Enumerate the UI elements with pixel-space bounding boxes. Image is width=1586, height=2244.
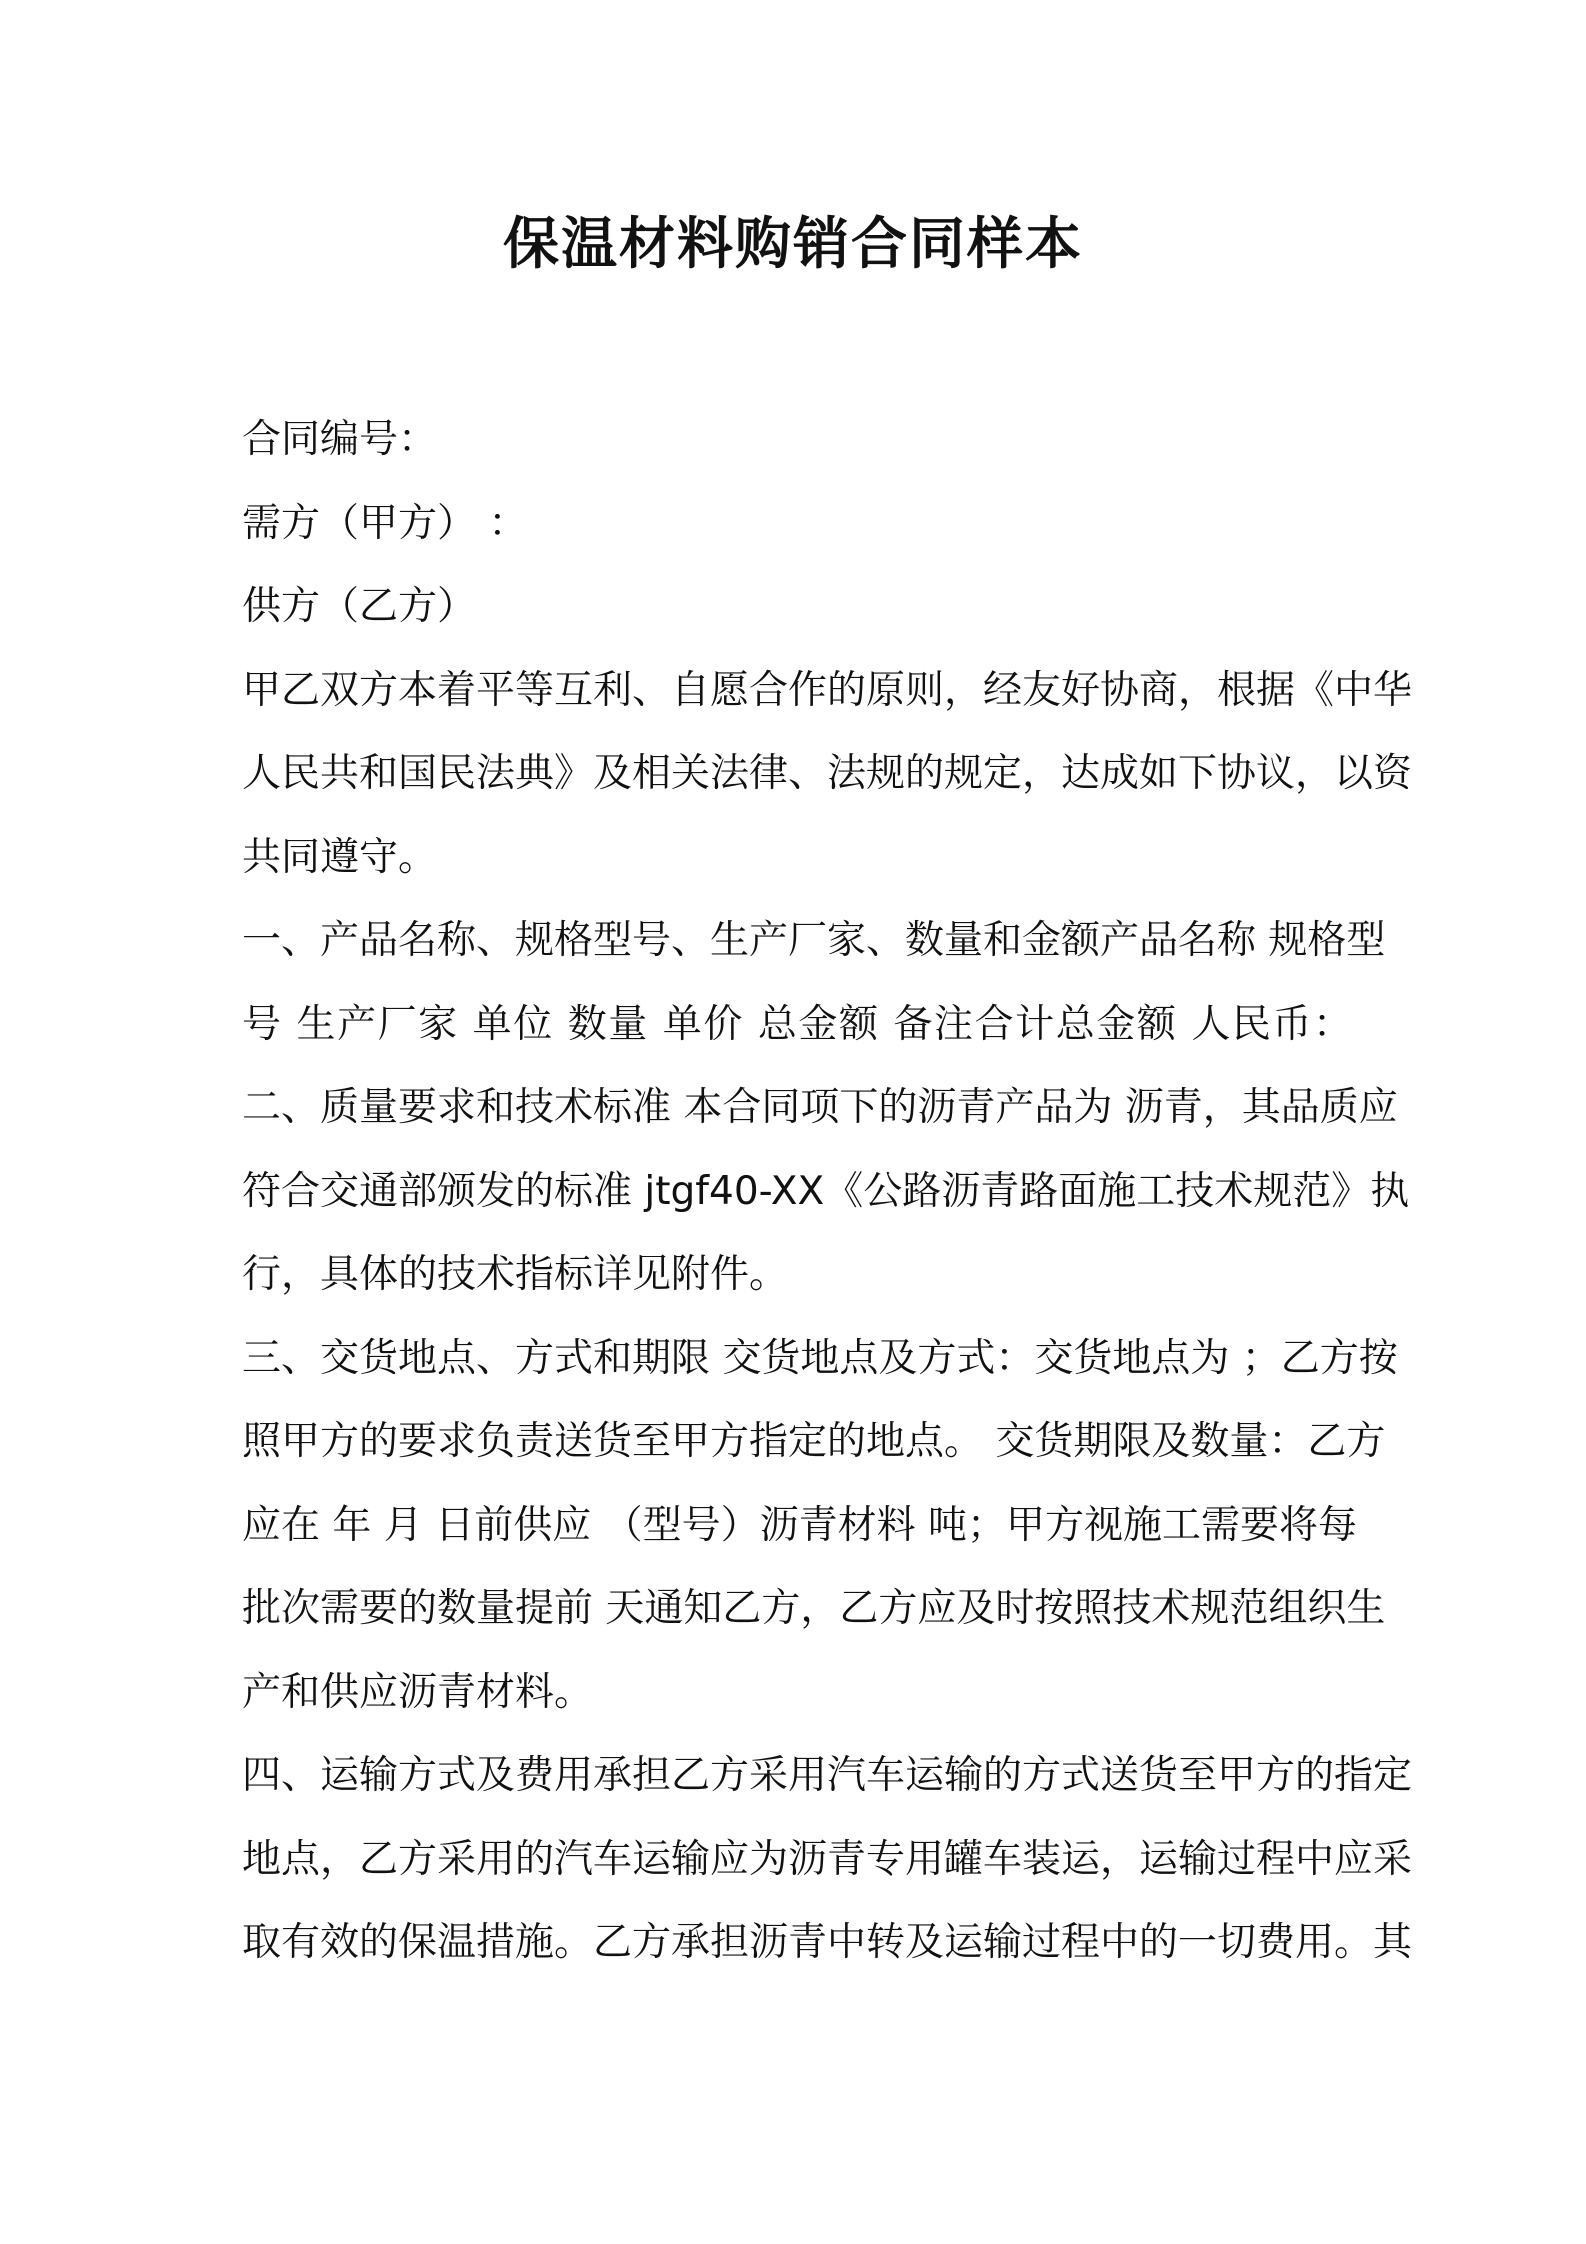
body-line: 符合交通部颁发的标准 jtgf40-XX《公路沥青路面施工技术规范》执 bbox=[242, 1168, 1410, 1214]
body-line: 号 生产厂家 单位 数量 单价 总金额 备注合计总金额 人民币： bbox=[242, 1001, 1352, 1047]
body-line: 四、运输方式及费用承担乙方采用汽车运输的方式送货至甲方的指定 bbox=[242, 1753, 1413, 1798]
body-line: 需方（甲方） ： bbox=[242, 500, 528, 546]
body-line: 供方（乙方） bbox=[242, 584, 477, 629]
body-line: 产和供应沥青材料。 bbox=[242, 1669, 594, 1715]
document-body bbox=[242, 398, 1413, 1985]
body-line: 共同遵守。 bbox=[242, 834, 438, 880]
body-line: 人民共和国民法典》及相关法律、法规的规定，达成如下协议，以资 bbox=[242, 751, 1413, 796]
body-line: 应在 年 月 日前供应 （型号）沥青材料 吨；甲方视施工需要将每 bbox=[242, 1502, 1357, 1548]
body-line: 照甲方的要求负责送货至甲方指定的地点。 交货期限及数量：乙方 bbox=[242, 1419, 1386, 1464]
document-title: 保温材料购销合同样本 bbox=[503, 212, 1083, 277]
body-line: 批次需要的数量提前 天通知乙方，乙方应及时按照技术规范组织生 bbox=[242, 1586, 1386, 1631]
body-line: 二、质量要求和技术标准 本合同项下的沥青产品为 沥青，其品质应 bbox=[242, 1085, 1398, 1130]
body-line: 三、交货地点、方式和期限 交货地点及方式：交货地点为 ；乙方按 bbox=[242, 1335, 1398, 1381]
body-line: 一、产品名称、规格型号、生产厂家、数量和金额产品名称 规格型 bbox=[242, 918, 1386, 963]
body-line: 地点，乙方采用的汽车运输应为沥青专用罐车装运，运输过程中应采 bbox=[242, 1836, 1413, 1882]
body-line: 取有效的保温措施。乙方承担沥青中转及运输过程中的一切费用。其 bbox=[242, 1920, 1413, 1965]
body-line: 行，具体的技术指标详见附件。 bbox=[242, 1252, 789, 1297]
body-line: 合同编号： bbox=[242, 417, 438, 462]
body-line: 甲乙双方本着平等互利、自愿合作的原则，经友好协商，根据《中华 bbox=[242, 667, 1413, 713]
